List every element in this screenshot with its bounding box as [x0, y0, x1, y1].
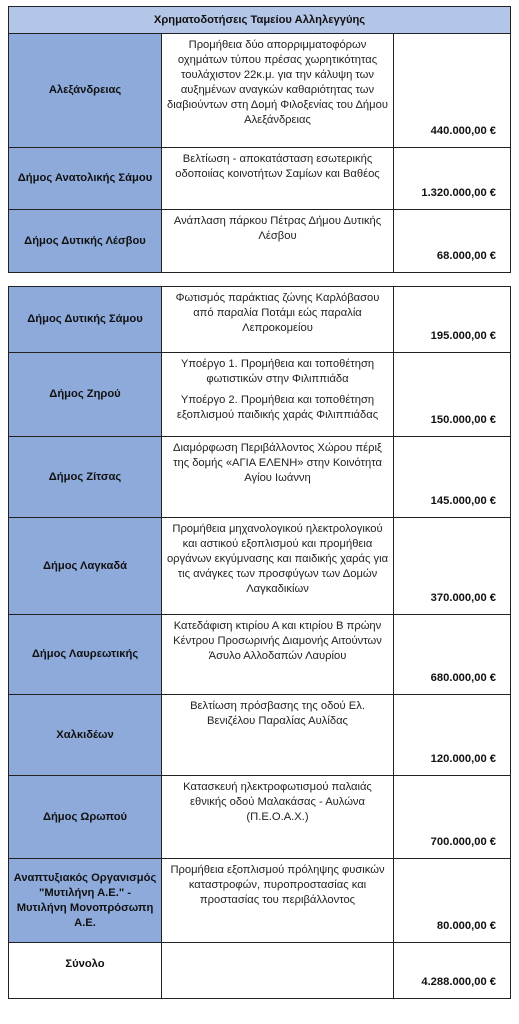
municipality-name: Δήμος Ωρωπού: [9, 776, 162, 859]
table-row: [9, 518, 511, 615]
total-amount: 4.288.000,00 €: [394, 943, 511, 999]
project-description: [162, 615, 394, 695]
funding-amount: 700.000,00 €: [394, 776, 511, 859]
funding-amount: 68.000,00 €: [394, 210, 511, 273]
funding-amount: 120.000,00 €: [394, 695, 511, 776]
municipality-name: Δήμος Ζηρού: [9, 353, 162, 437]
funding-table-part2: [8, 286, 511, 999]
table-row: [9, 34, 511, 148]
total-label: Σύνολο: [9, 943, 162, 999]
total-row: [9, 943, 511, 999]
table-row: [9, 615, 511, 695]
project-description-line: Ανάπλαση πάρκου Πέτρας Δήμου Δυτικής Λέσβου: [173, 215, 382, 242]
municipality-name: Αλεξάνδρειας: [9, 34, 162, 148]
table-title: Χρηματοδοτήσεις Ταμείου Αλληλεγγύης: [9, 7, 511, 34]
project-description: [162, 859, 394, 943]
municipality-name: Χαλκιδέων: [9, 695, 162, 776]
project-description-line: Κατασκευή ηλεκτροφωτισμού παλαιάς εθνικής οδού Μαλακάσας - Αυλώνα (Π.Ε.Ο.Α.Χ.): [183, 781, 372, 823]
project-description-line: Προμήθεια εξοπλισμού πρόληψης φυσικών καταστροφών, πυροπροστασίας και προστασίας του περιβάλλοντος: [170, 864, 385, 906]
funding-amount: 440.000,00 €: [394, 34, 511, 148]
funding-amount: 680.000,00 €: [394, 615, 511, 695]
funding-amount: 145.000,00 €: [394, 437, 511, 518]
funding-amount: 370.000,00 €: [394, 518, 511, 615]
funding-amount: 150.000,00 €: [394, 353, 511, 437]
table-row: [9, 353, 511, 437]
project-description: [162, 148, 394, 210]
municipality-name: Δήμος Ανατολικής Σάμου: [9, 148, 162, 210]
project-description: [162, 695, 394, 776]
project-description-line: Βελτίωση - αποκατάσταση εσωτερικής οδοποιίας κοινοτήτων Σαμίων και Βαθέος: [175, 153, 380, 180]
table-row: [9, 437, 511, 518]
project-description: [162, 34, 394, 148]
project-description-line: Φωτισμός παράκτιας ζώνης Καρλόβασου από παραλία Ποτάμι εώς παραλία Λεπροκομείου: [175, 292, 380, 334]
table-row: [9, 210, 511, 273]
funding-table-part1: [8, 6, 511, 273]
project-description-line: Προμήθεια μηχανολογικού ηλεκτρολογικού και αστικού εξοπλισμού και προμήθεια οργάνων εκγύμνασης και παιδικής χαράς για τις ανάγκες των προσφύγων των Δομών Λαγκαδικίων: [166, 523, 389, 595]
municipality-name: Δήμος Ζίτσας: [9, 437, 162, 518]
table-row: [9, 776, 511, 859]
project-description: [162, 210, 394, 273]
project-description-line: Διαμόρφωση Περιβάλλοντος Χώρου πέριξ της δομής «ΑΓΙΑ ΕΛΕΝΗ» στην Κοινότητα Αγίου Ιωάννη: [173, 442, 382, 484]
project-description-line: Υποέργο 1. Προμήθεια και τοποθέτηση φωτιστικών στην Φιλιππιάδα: [180, 358, 375, 385]
municipality-name: Αναπτυξιακός Οργανισμός "Μυτιλήνη Α.Ε." - Μυτιλήνη Μονοπρόσωπη Α.Ε.: [9, 859, 162, 943]
municipality-name: Δήμος Λαυρεωτικής: [9, 615, 162, 695]
project-description: [162, 776, 394, 859]
table-title-row: [9, 7, 511, 34]
project-description: [162, 437, 394, 518]
table-row: [9, 859, 511, 943]
project-description: [162, 287, 394, 353]
table-row: [9, 695, 511, 776]
table-row: [9, 148, 511, 210]
funding-amount: 1.320.000,00 €: [394, 148, 511, 210]
project-description: [162, 518, 394, 615]
project-description-line: Προμήθεια δύο απορριμματοφόρων οχημάτων τύπου πρέσας χωρητικότητας τουλάχιστον 22κ.μ. για την κάλυψη των αυξημένων αναγκών καθαριότητας των διαβιούντων στη Δομή Φιλοξενίας του Δήμου Αλεξάνδρειας: [167, 39, 388, 126]
municipality-name: Δήμος Δυτικής Σάμου: [9, 287, 162, 353]
municipality-name: Δήμος Δυτικής Λέσβου: [9, 210, 162, 273]
project-description: [162, 353, 394, 437]
funding-amount: 80.000,00 €: [394, 859, 511, 943]
project-description-line: Υποέργο 2. Προμήθεια και τοποθέτηση εξοπλισμού παιδικής χαράς Φιλιππιάδας: [176, 394, 379, 421]
table-row: [9, 287, 511, 353]
funding-amount: 195.000,00 €: [394, 287, 511, 353]
total-description: [162, 943, 394, 999]
project-description-line: Κατεδάφιση κτιρίου Α και κτιρίου Β πρώην Κέντρου Προσωρινής Διαμονής Αιτούντων Άσυλο Αλλοδαπών Λαυρίου: [173, 620, 382, 662]
project-description-line: Βελτίωση πρόσβασης της οδού Ελ. Βενιζέλου Παραλίας Αυλίδας: [190, 700, 365, 727]
municipality-name: Δήμος Λαγκαδά: [9, 518, 162, 615]
